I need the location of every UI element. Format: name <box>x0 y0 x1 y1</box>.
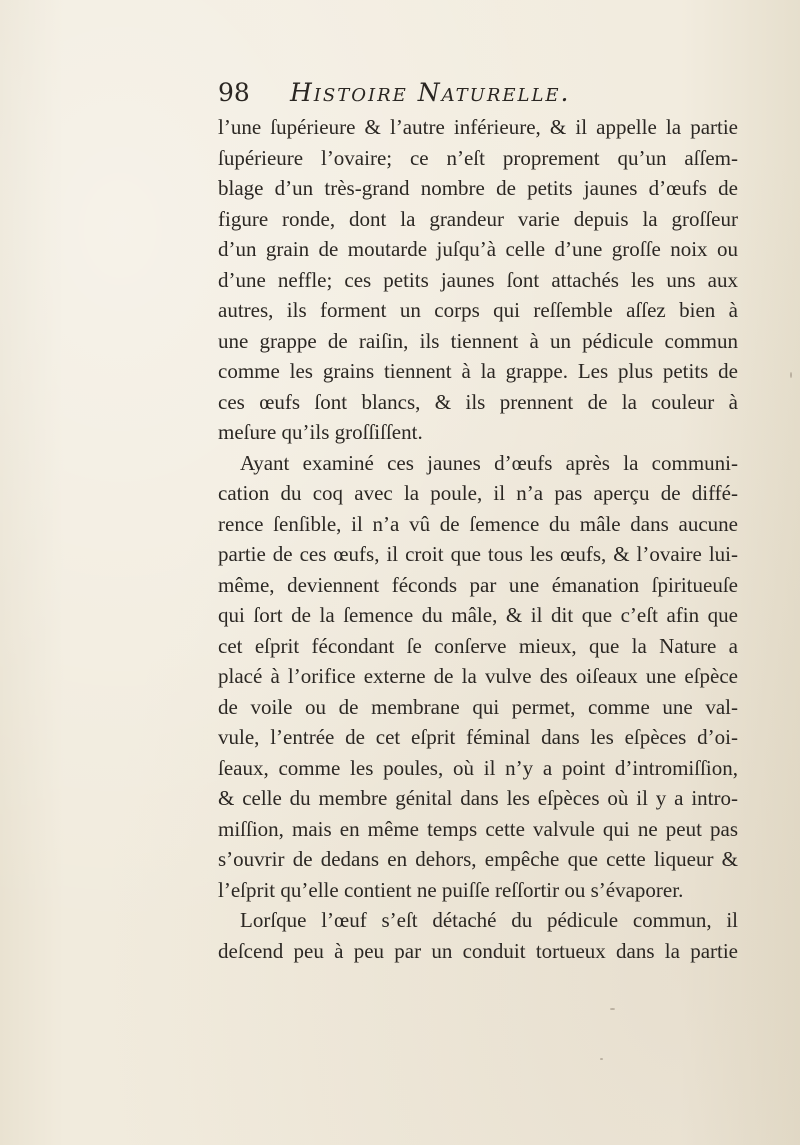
text-line: rence ſenſible, il n’a vû de ſemence du mâle dans aucune <box>218 511 738 536</box>
text-line: qui ſort de la ſemence du mâle, & il dit que c’eſt afin que <box>218 603 738 627</box>
page-header <box>218 78 638 112</box>
text-line: comme les grains tiennent à la grappe. Les plus petits de <box>218 359 738 383</box>
text-line: meſure qu’ils groſſiſſent. <box>218 420 423 444</box>
text-line: miſſion, mais en même temps cette valvule qui ne peut pas <box>218 816 738 841</box>
text-line: deſcend peu à peu par un conduit tortueux dans la partie <box>218 938 738 963</box>
paper-speck <box>600 1058 603 1060</box>
text-line: ces œufs ſont blancs, & ils prennent de la couleur à <box>218 389 738 414</box>
running-title: Histoire Naturelle. <box>290 78 571 107</box>
paper-speck <box>790 372 792 378</box>
text-line: autres, ils forment un corps qui reſſemble aſſez bien à <box>218 298 738 322</box>
body-text <box>218 112 738 966</box>
text-line: d’une neffle; ces petits jaunes ſont attachés les uns aux <box>218 267 738 292</box>
text-line: même, deviennent féconds par une émanation ſpiritueuſe <box>218 572 738 597</box>
text-line: placé à l’orifice externe de la vulve des oiſeaux une eſpèce <box>218 664 738 688</box>
text-line: blage d’un très-grand nombre de petits jaunes d’œufs de <box>218 176 738 200</box>
text-line: partie de ces œufs, il croit que tous les œufs, & l’ovaire lui- <box>218 542 738 566</box>
page-number: 98 <box>218 78 250 107</box>
text-line: Lorſque l’œuf s’eſt détaché du pédicule commun, il <box>240 908 738 932</box>
text-line: cet eſprit fécondant ſe conſerve mieux, que la Nature a <box>218 633 738 658</box>
text-line: Ayant examiné ces jaunes d’œufs après la communi- <box>240 450 738 475</box>
text-line: ſupérieure l’ovaire; ce n’eſt proprement qu’un aſſem- <box>218 145 738 170</box>
text-line: une grappe de raiſin, ils tiennent à un pédicule commun <box>218 328 738 353</box>
paper-speck <box>610 1008 615 1010</box>
text-line: l’eſprit qu’elle contient ne puiſſe reſſortir ou s’évaporer. <box>218 877 684 902</box>
text-line: & celle du membre génital dans les eſpèces où il y a intro- <box>218 786 738 810</box>
text-line: ſeaux, comme les poules, où il n’y a point d’intromiſſion, <box>218 755 738 780</box>
text-line: s’ouvrir de dedans en dehors, empêche que cette liqueur & <box>218 847 738 871</box>
text-line: cation du coq avec la poule, il n’a pas aperçu de diffé- <box>218 481 738 505</box>
text-line: de voile ou de membrane qui permet, comme une val- <box>218 694 738 719</box>
text-line: l’une ſupérieure & l’autre inférieure, & il appelle la partie <box>218 115 738 139</box>
text-line: vule, l’entrée de cet eſprit féminal dans les eſpèces d’oi- <box>218 725 738 749</box>
text-line: figure ronde, dont la grandeur varie depuis la groſſeur <box>218 206 738 231</box>
text-line: d’un grain de moutarde juſqu’à celle d’une groſſe noix ou <box>218 237 738 261</box>
